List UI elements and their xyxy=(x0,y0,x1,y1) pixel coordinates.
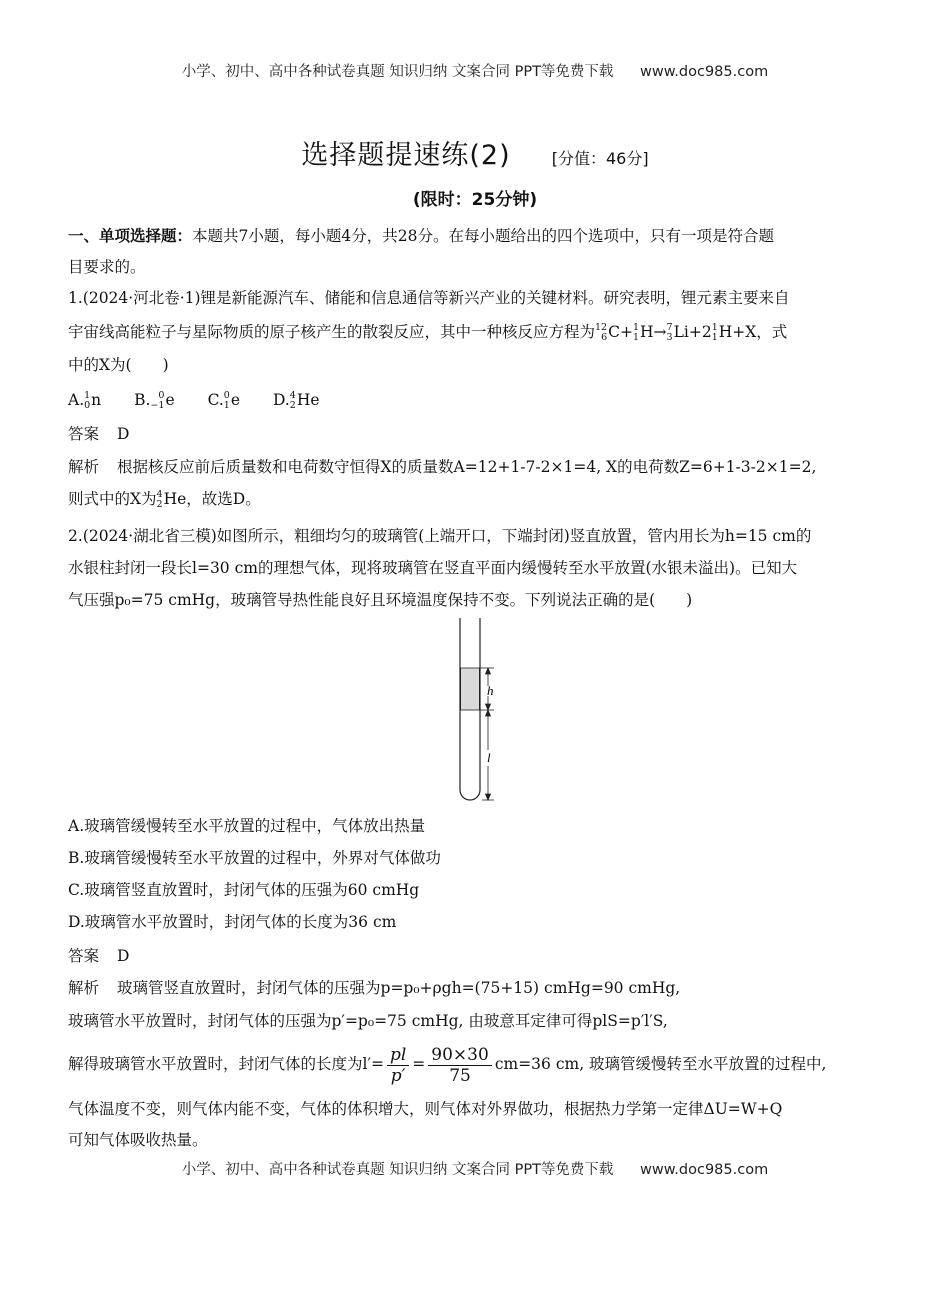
header-url[interactable]: www.doc985.com xyxy=(640,64,769,80)
q2-analysis-line1 xyxy=(68,978,888,998)
q2-analysis-line2: 玻璃管水平放置时，封闭气体的压强为p′=p₀=75 cmHg, 由玻意耳定律可得plS=p′l′S, xyxy=(68,1012,668,1030)
q2-analysis-text3-end: cm=36 cm, 玻璃管缓慢转至水平放置的过程中, xyxy=(494,1055,827,1073)
title-score: [分值：46分] xyxy=(551,149,649,168)
label-h: h xyxy=(487,683,494,698)
q1-line2 xyxy=(68,322,888,343)
q1-analysis-line2: 则式中的X为 4 2 He，故选D。 xyxy=(68,489,261,510)
label-l: l xyxy=(487,750,491,765)
section-heading: 一、单项选择题： xyxy=(68,227,193,245)
q1-equation: 12 6 C+ 1 1 H→ 7 3 Li+2 1 1 H xyxy=(595,322,733,343)
q1-options xyxy=(68,390,888,411)
page-subtitle: (限时：25分钟) xyxy=(412,190,538,210)
q2-line2: 水银柱封闭一段长l=30 cm的理想气体，现将玻璃管在竖直平面内缓慢转至水平放置(水银未溢出)。已知大 xyxy=(68,559,798,577)
q2-analysis-text1: 玻璃管竖直放置时，封闭气体的压强为p=p₀+ρgh=(75+15) cmHg=90 cmHg, xyxy=(117,979,681,997)
glass-tube-figure xyxy=(440,618,520,803)
q1-line2-text: 宇宙线高能粒子与星际物质的原子核产生的散裂反应，其中一种核反应方程为 xyxy=(68,323,596,341)
header-text: 小学、初中、高中各种试卷真题 知识归纳 文案合同 PPT等免费下载 xyxy=(181,64,614,80)
q1-analysis-text2-end: ，故选D。 xyxy=(186,490,261,508)
q1-analysis-text2: 则式中的X为 xyxy=(68,490,157,508)
q1-option-c: C. 0 1 e xyxy=(207,390,241,411)
q1-analysis-text1: 根据核反应前后质量数和电荷数守恒得X的质量数A=12+1-7-2×1=4, X的电荷数Z=6+1-3-2×1=2, xyxy=(117,458,817,476)
section-intro-line2: 目要求的。 xyxy=(68,258,146,276)
q1-line1: 1.(2024·河北卷·1)锂是新能源汽车、储能和信息通信等新兴产业的关键材料。研究表明，锂元素主要来自 xyxy=(68,289,790,307)
q2-analysis-line4: 气体温度不变，则气体内能不变，气体的体积增大，则气体对外界做功，根据热力学第一定律ΔU=W+Q xyxy=(68,1100,783,1118)
page-footer xyxy=(0,1158,950,1179)
q2-option-b: B.玻璃管缓慢转至水平放置的过程中，外界对气体做功 xyxy=(68,849,441,867)
q2-option-c: C.玻璃管竖直放置时，封闭气体的压强为60 cmHg xyxy=(68,881,420,899)
mercury-column xyxy=(461,668,480,710)
q2-answer-label: 答案 xyxy=(68,947,100,965)
q1-line3: 中的X为( ) xyxy=(68,356,169,374)
q2-answer xyxy=(68,946,888,966)
page-title xyxy=(0,133,950,172)
q2-analysis-text3: 解得玻璃管水平放置时，封闭气体的长度为l′= xyxy=(68,1055,384,1073)
footer-url[interactable]: www.doc985.com xyxy=(640,1162,769,1178)
q2-answer-value: D xyxy=(117,947,130,965)
q2-line1: 2.(2024·湖北省三模)如图所示，粗细均匀的玻璃管(上端开口，下端封闭)竖直放置，管内用长为h=15 cm的 xyxy=(68,527,812,545)
fraction-numeric: $\frac{90\times 30}{75}$ xyxy=(428,1045,492,1086)
q2-line3: 气压强p₀=75 cmHg，玻璃管导热性能良好且环境温度保持不变。下列说法正确的是( ) xyxy=(68,591,693,609)
q1-answer-label: 答案 xyxy=(68,425,100,443)
q2-analysis-label: 解析 xyxy=(68,979,100,997)
footer-text: 小学、初中、高中各种试卷真题 知识归纳 文案合同 PPT等免费下载 xyxy=(181,1162,614,1178)
q1-analysis-label: 解析 xyxy=(68,458,100,476)
q1-analysis-line1 xyxy=(68,457,888,477)
q1-option-b: B. 0 −1 e xyxy=(134,390,175,411)
title-main: 选择题提速练(2) xyxy=(301,140,511,171)
section-intro-text: 本题共7小题，每小题4分，共28分。在每小题给出的四个选项中，只有一项是符合题 xyxy=(192,227,774,245)
q2-option-d: D.玻璃管水平放置时，封闭气体的长度为36 cm xyxy=(68,913,397,931)
q1-option-a: A. 1 0 n xyxy=(68,390,102,411)
q1-line2-end: +X，式 xyxy=(732,323,788,341)
section-intro-line1 xyxy=(68,226,888,246)
q1-option-d: D. 4 2 He xyxy=(272,390,320,411)
page-header xyxy=(0,60,950,81)
q2-option-a: A.玻璃管缓慢转至水平放置的过程中，气体放出热量 xyxy=(68,817,426,835)
q1-answer-value: D xyxy=(117,425,130,443)
q1-answer xyxy=(68,424,888,444)
q2-analysis-line5: 可知气体吸收热量。 xyxy=(68,1131,208,1149)
fraction-pl-over-p: $\frac{pl}{p'}$ xyxy=(387,1045,409,1086)
q2-analysis-line3: 解得玻璃管水平放置时，封闭气体的长度为l′= $\frac{pl}{p'}$ = $\frac{90\times 30}{75}$ cm=36 cm, 玻璃管缓慢转至水平放置的过程中, xyxy=(68,1044,827,1086)
